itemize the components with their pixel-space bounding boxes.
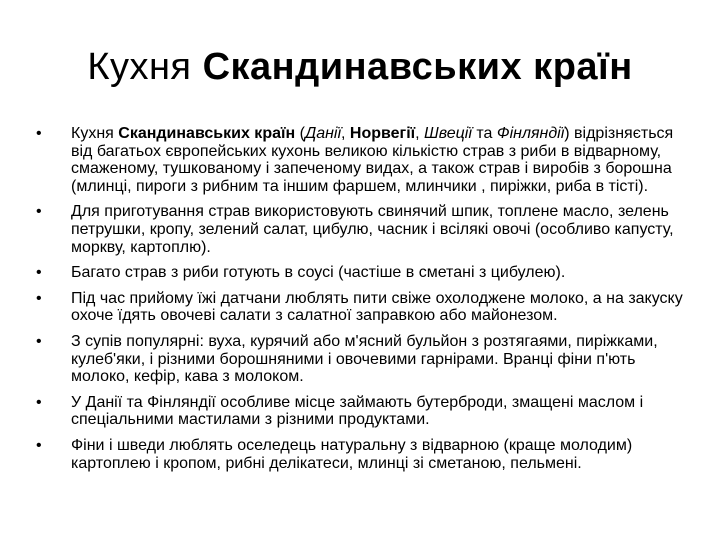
- bullet-item-7: [36, 437, 696, 472]
- bullet-text: Фіни і шведи люблять оселедець натуральну з відварною (краще молодим) картоплею і кропом, рибні делікатеси, млинці зі сметаною, пельмені.: [71, 436, 633, 472]
- title-bold: Скандинавських країн: [202, 46, 633, 88]
- slide-title: [0, 44, 720, 90]
- bullet-text: Кухня Скандинавських країн (Данії, Норвегії, Швеції та Фінляндії) відрізняється від багатьох європейських кухонь великою кількістю страв з риби в відварному, смаженому, тушкованому і запеченому видах, а також страв і виробів з борошна (млинці, пироги з рибним та іншим фаршем, млинчики , пиріжки, риба в тісті).: [71, 125, 674, 195]
- bullet-text: З супів популярні: вуха, курячий або м'ясний бульйон з розтягаями, пиріжками, кулеб'яки, і різними борошняними і овочевими гарнірами. Вранці фіни п'ють молоко, кефір, кава з молоком.: [71, 332, 658, 386]
- bullet-list: [36, 125, 696, 480]
- bullet-item-5: [36, 333, 696, 386]
- bullet-icon: •: [36, 289, 42, 307]
- bullet-item-1: [36, 125, 696, 195]
- bullet-item-2: [36, 203, 696, 256]
- bullet-text: Для приготування страв використовують свинячий шпик, топлене масло, зелень петрушки, кропу, зелений салат, цибулю, часник і всілякі овочі (особливо капусту, моркву, картоплю).: [71, 203, 674, 256]
- bullet-text: Під час прийому їжі датчани люблять пити свіже охолоджене молоко, а на закуску охоче їдять овочеві салати з салатної заправкою або майонезом.: [71, 289, 683, 325]
- bullet-item-6: [36, 394, 696, 429]
- bullet-icon: •: [36, 125, 42, 142]
- bullet-icon: •: [36, 264, 42, 282]
- bullet-icon: •: [36, 332, 42, 350]
- bullet-item-4: [36, 290, 696, 325]
- bullet-item-3: [36, 264, 696, 282]
- bullet-text: Багато страв з риби готують в соусі (частіше в сметані з цибулею).: [71, 264, 566, 282]
- title-plain: Кухня: [87, 46, 203, 88]
- bullet-text: У Данії та Фінляндії особливе місце займають бутерброди, змащені маслом і спеціальними мастилами з різними продуктами.: [71, 393, 644, 429]
- bullet-icon: •: [36, 436, 42, 454]
- bullet-icon: •: [36, 203, 42, 221]
- bullet-icon: •: [36, 393, 42, 411]
